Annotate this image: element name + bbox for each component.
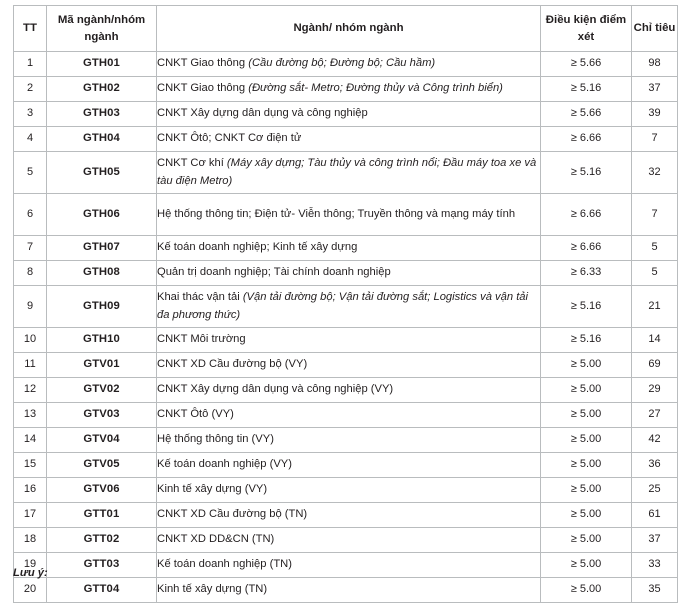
cell-quota: 69 xyxy=(632,353,678,378)
cell-quota: 7 xyxy=(632,127,678,152)
cell-major-name xyxy=(157,52,541,77)
major-name-text: CNKT Môi trường xyxy=(157,333,246,346)
column-header-tt: TT xyxy=(14,6,47,52)
cell-major-code: GTV01 xyxy=(47,353,157,378)
cell-quota: 39 xyxy=(632,102,678,127)
footer-note: Lưu ý: xyxy=(13,567,48,579)
cell-quota: 37 xyxy=(632,77,678,102)
cell-score-condition: ≥ 5.00 xyxy=(541,553,632,578)
cell-tt: 4 xyxy=(14,127,47,152)
major-name-text: CNKT Cơ khí xyxy=(157,157,227,170)
table-row xyxy=(14,77,678,102)
major-name-text: Kế toán doanh nghiệp (VY) xyxy=(157,458,292,471)
cell-major-code: GTH02 xyxy=(47,77,157,102)
cell-major-name xyxy=(157,453,541,478)
cell-score-condition: ≥ 5.00 xyxy=(541,453,632,478)
cell-score-condition: ≥ 5.00 xyxy=(541,353,632,378)
cell-tt: 3 xyxy=(14,102,47,127)
cell-tt: 16 xyxy=(14,478,47,503)
cell-tt: 10 xyxy=(14,328,47,353)
cell-score-condition: ≥ 5.00 xyxy=(541,528,632,553)
table-header xyxy=(14,6,678,52)
cell-tt: 15 xyxy=(14,453,47,478)
column-header-quota: Chỉ tiêu xyxy=(632,6,678,52)
cell-tt: 14 xyxy=(14,428,47,453)
cell-major-name xyxy=(157,428,541,453)
table-row xyxy=(14,503,678,528)
cell-major-code: GTV02 xyxy=(47,378,157,403)
cell-major-name xyxy=(157,194,541,236)
cell-major-name xyxy=(157,236,541,261)
cell-major-code: GTV06 xyxy=(47,478,157,503)
cell-tt: 11 xyxy=(14,353,47,378)
column-header-major-code: Mã ngành/nhóm ngành xyxy=(47,6,157,52)
table-row xyxy=(14,52,678,77)
cell-major-name xyxy=(157,478,541,503)
table-body xyxy=(14,52,678,603)
cell-quota: 5 xyxy=(632,236,678,261)
table-row xyxy=(14,578,678,603)
cell-score-condition: ≥ 5.00 xyxy=(541,578,632,603)
table-row xyxy=(14,528,678,553)
cell-score-condition: ≥ 6.66 xyxy=(541,236,632,261)
major-name-text: Kinh tế xây dựng (VY) xyxy=(157,483,268,496)
cell-major-code: GTH05 xyxy=(47,152,157,194)
cell-score-condition: ≥ 5.00 xyxy=(541,503,632,528)
cell-score-condition: ≥ 5.00 xyxy=(541,403,632,428)
cell-tt: 6 xyxy=(14,194,47,236)
cell-major-code: GTT02 xyxy=(47,528,157,553)
cell-major-name xyxy=(157,286,541,328)
cell-major-code: GTT03 xyxy=(47,553,157,578)
cell-score-condition: ≥ 6.33 xyxy=(541,261,632,286)
cell-major-name xyxy=(157,553,541,578)
major-name-text: CNKT Xây dựng dân dụng và công nghiệp xyxy=(157,107,368,120)
cell-tt: 7 xyxy=(14,236,47,261)
cell-major-name xyxy=(157,77,541,102)
table-header-row xyxy=(14,6,678,52)
table-row xyxy=(14,378,678,403)
cell-tt: 17 xyxy=(14,503,47,528)
cell-quota: 5 xyxy=(632,261,678,286)
cell-score-condition: ≥ 6.66 xyxy=(541,194,632,236)
cell-quota: 14 xyxy=(632,328,678,353)
cell-score-condition: ≥ 5.00 xyxy=(541,478,632,503)
table-row xyxy=(14,286,678,328)
cell-tt: 18 xyxy=(14,528,47,553)
table-row xyxy=(14,127,678,152)
major-name-text: Khai thác vận tải xyxy=(157,291,243,304)
table-row xyxy=(14,453,678,478)
column-header-major-name: Ngành/ nhóm ngành xyxy=(157,6,541,52)
column-header-score-condition: Điều kiện điểm xét xyxy=(541,6,632,52)
table-row xyxy=(14,428,678,453)
cell-major-name xyxy=(157,127,541,152)
major-name-text: Hệ thống thông tin; Điện tử- Viễn thông; Truyền thông và mạng máy tính xyxy=(157,207,516,220)
cell-major-name xyxy=(157,261,541,286)
table-row xyxy=(14,478,678,503)
cell-score-condition: ≥ 5.00 xyxy=(541,378,632,403)
cell-major-name xyxy=(157,528,541,553)
major-name-text: CNKT XD Cầu đường bộ (VY) xyxy=(157,358,308,371)
major-name-detail: (Đường sắt- Metro; Đường thủy và Công trình biển) xyxy=(248,82,503,95)
cell-quota: 35 xyxy=(632,578,678,603)
cell-score-condition: ≥ 5.16 xyxy=(541,286,632,328)
major-name-text: Hệ thống thông tin (VY) xyxy=(157,433,274,446)
cell-tt: 5 xyxy=(14,152,47,194)
cell-score-condition: ≥ 5.16 xyxy=(541,328,632,353)
cell-tt: 1 xyxy=(14,52,47,77)
major-name-text: CNKT XD Cầu đường bộ (TN) xyxy=(157,508,308,521)
table-row xyxy=(14,261,678,286)
cell-score-condition: ≥ 5.00 xyxy=(541,428,632,453)
cell-quota: 37 xyxy=(632,528,678,553)
major-name-text: CNKT Giao thông xyxy=(157,82,249,95)
table-row xyxy=(14,102,678,127)
cell-quota: 25 xyxy=(632,478,678,503)
cell-major-code: GTH10 xyxy=(47,328,157,353)
cell-score-condition: ≥ 5.66 xyxy=(541,52,632,77)
cell-tt: 9 xyxy=(14,286,47,328)
cell-tt: 13 xyxy=(14,403,47,428)
cell-score-condition: ≥ 5.16 xyxy=(541,77,632,102)
cell-major-code: GTH08 xyxy=(47,261,157,286)
cell-tt: 2 xyxy=(14,77,47,102)
cell-major-code: GTH01 xyxy=(47,52,157,77)
cell-quota: 21 xyxy=(632,286,678,328)
cell-major-name xyxy=(157,378,541,403)
major-name-text: Kế toán doanh nghiệp; Kinh tế xây dựng xyxy=(157,241,358,254)
table-row xyxy=(14,194,678,236)
major-name-text: Quản trị doanh nghiệp; Tài chính doanh nghiệp xyxy=(157,266,391,279)
cell-major-code: GTV04 xyxy=(47,428,157,453)
table-row xyxy=(14,328,678,353)
major-name-detail: (Cầu đường bộ; Đường bộ; Cầu hầm) xyxy=(248,57,436,70)
cell-quota: 29 xyxy=(632,378,678,403)
cell-major-code: GTH04 xyxy=(47,127,157,152)
cell-score-condition: ≥ 5.66 xyxy=(541,102,632,127)
cell-quota: 27 xyxy=(632,403,678,428)
cell-major-name xyxy=(157,403,541,428)
major-name-text: CNKT Ôtô; CNKT Cơ điện tử xyxy=(157,132,302,145)
table-row xyxy=(14,353,678,378)
cell-score-condition: ≥ 6.66 xyxy=(541,127,632,152)
major-name-detail: (Máy xây dựng; Tàu thủy và công trình nổi; Đầu máy toa xe và tàu điện Metro) xyxy=(157,157,537,187)
cell-major-name xyxy=(157,578,541,603)
cell-quota: 33 xyxy=(632,553,678,578)
cell-tt: 8 xyxy=(14,261,47,286)
cell-quota: 61 xyxy=(632,503,678,528)
table-row xyxy=(14,553,678,578)
cell-major-code: GTT04 xyxy=(47,578,157,603)
major-name-text: CNKT Giao thông xyxy=(157,57,249,70)
cell-major-code: GTH03 xyxy=(47,102,157,127)
major-name-text: Kinh tế xây dựng (TN) xyxy=(157,583,268,596)
table-row xyxy=(14,403,678,428)
cell-quota: 36 xyxy=(632,453,678,478)
cell-score-condition: ≥ 5.16 xyxy=(541,152,632,194)
table-row xyxy=(14,236,678,261)
admissions-table-container xyxy=(13,5,677,603)
cell-major-name xyxy=(157,328,541,353)
cell-major-name xyxy=(157,102,541,127)
cell-tt: 12 xyxy=(14,378,47,403)
cell-major-name xyxy=(157,152,541,194)
cell-quota: 42 xyxy=(632,428,678,453)
cell-major-code: GTH07 xyxy=(47,236,157,261)
cell-major-code: GTH06 xyxy=(47,194,157,236)
cell-quota: 98 xyxy=(632,52,678,77)
major-name-text: Kế toán doanh nghiệp (TN) xyxy=(157,558,292,571)
cell-major-code: GTV05 xyxy=(47,453,157,478)
major-name-text: CNKT Xây dựng dân dụng và công nghiệp (VY) xyxy=(157,383,394,396)
cell-major-code: GTV03 xyxy=(47,403,157,428)
cell-major-code: GTH09 xyxy=(47,286,157,328)
major-name-text: CNKT XD DD&CN (TN) xyxy=(157,533,275,546)
cell-major-code: GTT01 xyxy=(47,503,157,528)
cell-tt: 19 xyxy=(14,553,47,578)
cell-quota: 7 xyxy=(632,194,678,236)
table-row xyxy=(14,152,678,194)
major-name-detail: (Vận tải đường bộ; Vận tải đường sắt; Logistics và vận tải đa phương thức) xyxy=(157,291,529,321)
cell-quota: 32 xyxy=(632,152,678,194)
major-name-text: CNKT Ôtô (VY) xyxy=(157,408,234,421)
cell-major-name xyxy=(157,503,541,528)
cell-major-name xyxy=(157,353,541,378)
admissions-table xyxy=(13,5,678,603)
cell-tt: 20 xyxy=(14,578,47,603)
